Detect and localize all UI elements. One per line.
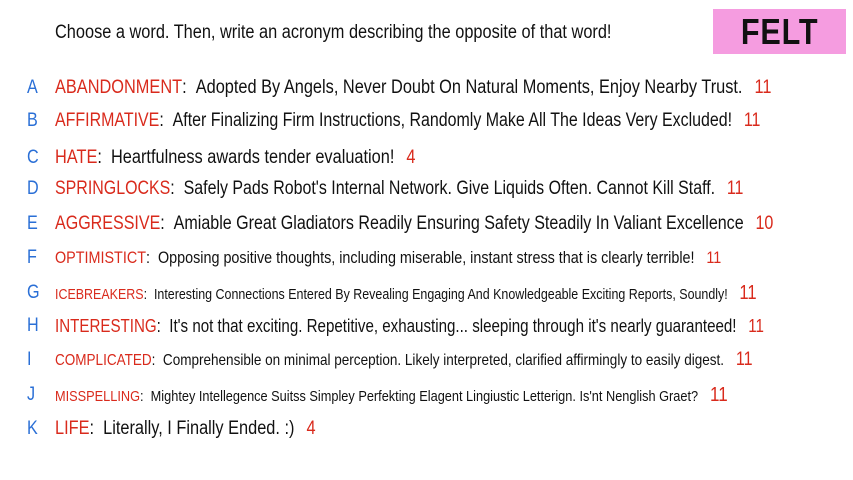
entry-count: 4 bbox=[406, 147, 416, 168]
entry-count: 11 bbox=[748, 315, 764, 336]
entry-count: 11 bbox=[706, 248, 722, 267]
entry-word: COMPLICATED bbox=[55, 352, 152, 369]
entry-word: OPTIMISTICT bbox=[55, 248, 146, 267]
felt-badge-label: FELT bbox=[740, 10, 819, 52]
entry-word: ICEBREAKERS bbox=[55, 285, 144, 303]
entry-acronym: Comprehensible on minimal perception. Likely interpreted, clarified affirmingly to easily digest. bbox=[162, 352, 725, 369]
entry-count: 4 bbox=[306, 418, 316, 439]
entry-acronym: Mightey Intellegence Suitss Simpley Perfekting Elagent Lingiustic Letterign. Is'nt Nenglish Graet? bbox=[150, 387, 699, 405]
entry-acronym: Literally, I Finally Ended. :) bbox=[103, 418, 295, 439]
entry-count: 11 bbox=[743, 110, 761, 131]
entry-acronym: Heartfulness awards tender evaluation! bbox=[110, 147, 395, 168]
entry-word: ABANDONMENT bbox=[55, 77, 183, 98]
entry-acronym: Amiable Great Gladiators Readily Ensuring Safety Steadily In Valiant Excellence bbox=[173, 213, 744, 234]
prompt-text: Choose a word. Then, write an acronym describing the opposite of that word! bbox=[55, 22, 612, 43]
entry-letter: A bbox=[27, 77, 38, 98]
entry-acronym: Opposing positive thoughts, including miserable, instant stress that is clearly terrible! bbox=[157, 248, 695, 267]
entry-word: SPRINGLOCKS bbox=[55, 178, 171, 199]
entry-letter: K bbox=[27, 418, 38, 439]
entry-acronym: Adopted By Angels, Never Doubt On Natural Moments, Enjoy Nearby Trust. bbox=[195, 77, 743, 98]
entry-acronym: After Finalizing Firm Instructions, Randomly Make All The Ideas Very Excluded! bbox=[172, 110, 733, 131]
entry-word: AFFIRMATIVE bbox=[55, 110, 160, 131]
entry-letter: C bbox=[27, 147, 39, 168]
entry-acronym: Safely Pads Robot's Internal Network. Give Liquids Often. Cannot Kill Staff. bbox=[183, 178, 716, 199]
entry-letter: G bbox=[27, 282, 40, 303]
entry-letter: F bbox=[27, 247, 37, 268]
entry-letter: I bbox=[27, 349, 32, 370]
entry-letter: H bbox=[27, 315, 39, 336]
entry-count: 11 bbox=[739, 281, 757, 304]
entry-word: AGGRESSIVE bbox=[55, 213, 161, 234]
entry-count: 11 bbox=[726, 178, 744, 199]
entry-letter: J bbox=[27, 384, 36, 405]
entry-count: 10 bbox=[755, 213, 774, 234]
entry-word: LIFE bbox=[55, 418, 90, 439]
entry-word: MISSPELLING bbox=[55, 387, 141, 405]
entry-acronym: Interesting Connections Entered By Revealing Engaging And Knowledgeable Exciting Reports, Soundly! bbox=[153, 285, 728, 303]
entry-count: 11 bbox=[735, 349, 753, 370]
entry-acronym: It's not that exciting. Repetitive, exhausting... sleeping through it's nearly guaranteed! bbox=[169, 315, 737, 336]
entry-word: INTERESTING bbox=[55, 315, 157, 336]
entry-letter: D bbox=[27, 178, 39, 199]
entry-count: 11 bbox=[754, 77, 772, 98]
entry-letter: E bbox=[27, 213, 38, 234]
entry-count: 11 bbox=[710, 383, 728, 406]
entry-letter: B bbox=[27, 110, 38, 131]
felt-badge bbox=[713, 9, 846, 54]
entry-word: HATE bbox=[55, 147, 98, 168]
